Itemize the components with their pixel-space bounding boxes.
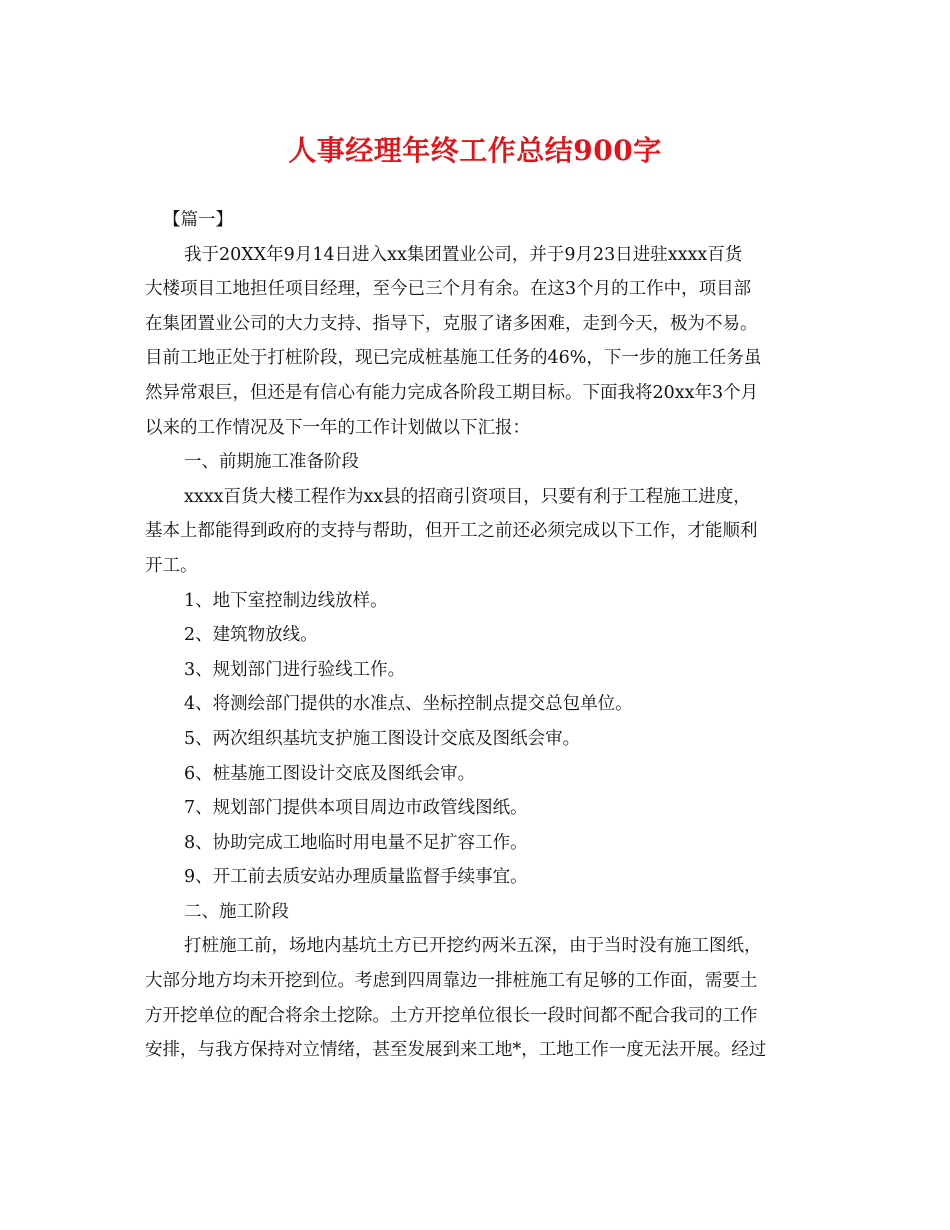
text-line: 方开挖单位的配合将余土挖除。土方开挖单位很长一段时间都不配合我司的工作 (145, 1005, 758, 1026)
text-line: 5、两次组织基坑支护施工图设计交底及图纸会审。 (184, 728, 581, 749)
document-title: 人事经理年终工作总结900字 (288, 134, 662, 167)
text-line: 开工。 (145, 555, 198, 576)
text-line: xxxx百货大楼工程作为xx县的招商引资项目，只要有利于工程施工进度， (184, 486, 751, 507)
text-line: 然异常艰巨，但还是有信心有能力完成各阶段工期目标。下面我将20xx年3个月 (145, 382, 759, 403)
text-line: 【篇一】 (163, 210, 233, 230)
text-line: 大楼项目工地担任项目经理，至今已三个月有余。在这3个月的工作中，项目部 (145, 279, 752, 300)
text-line: 二、施工阶段 (184, 901, 289, 922)
text-line: 一、前期施工准备阶段 (184, 452, 359, 473)
text-line: 3、规划部门进行验线工作。 (184, 659, 406, 680)
text-line: 我于20XX年9月14日进入xx集团置业公司，并于9月23日进驻xxxx百货 (184, 244, 743, 265)
document-body (145, 203, 805, 1068)
text-line: 安排，与我方保持对立情绪，甚至发展到来工地*，工地工作一度无法开展。经过 (145, 1040, 767, 1061)
text-line: 1、地下室控制边线放样。 (184, 590, 388, 611)
text-line: 在集团置业公司的大力支持、指导下，克服了诸多困难，走到今天，极为不易。 (145, 313, 758, 334)
text-line: 打桩施工前，场地内基坑土方已开挖约两米五深，由于当时没有施工图纸， (184, 936, 762, 957)
text-line: 4、将测绘部门提供的水准点、坐标控制点提交总包单位。 (184, 694, 633, 715)
text-line: 以来的工作情况及下一年的工作计划做以下汇报： (145, 417, 530, 438)
text-line: 基本上都能得到政府的支持与帮助，但开工之前还必须完成以下工作，才能顺利 (145, 521, 758, 542)
text-line: 大部分地方均未开挖到位。考虑到四周靠边一排桩施工有足够的工作面，需要土 (145, 971, 758, 992)
text-line: 2、建筑物放线。 (184, 625, 318, 646)
text-line: 目前工地正处于打桩阶段，现已完成桩基施工任务的46%，下一步的施工任务虽 (145, 348, 762, 369)
text-line: 9、开工前去质安站办理质量监督手续事宜。 (184, 867, 528, 888)
text-line: 7、规划部门提供本项目周边市政管线图纸。 (184, 798, 528, 819)
text-line: 6、桩基施工图设计交底及图纸会审。 (184, 763, 476, 784)
text-line: 8、协助完成工地临时用电量不足扩容工作。 (184, 832, 528, 853)
